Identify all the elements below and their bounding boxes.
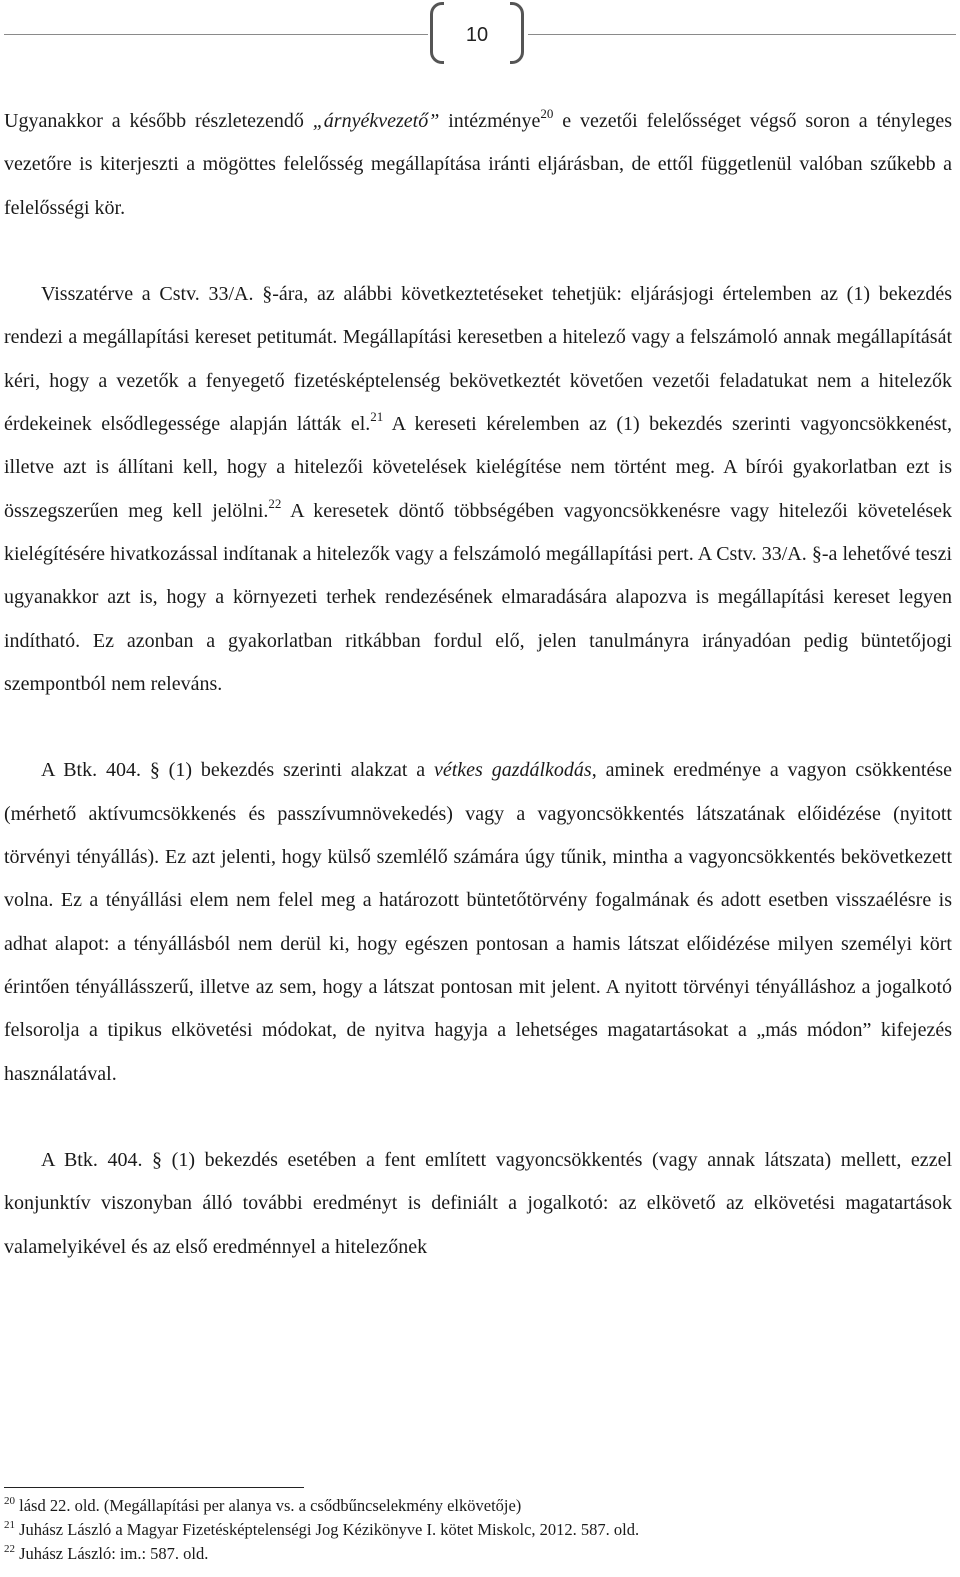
p3-italic-term: vétkes gazdálkodás	[433, 759, 592, 782]
footnote-separator	[4, 1487, 304, 1488]
footnote-22	[4, 1542, 952, 1566]
paragraph-2	[4, 273, 952, 706]
page-number: 10	[465, 23, 489, 46]
header-rule-right	[528, 34, 956, 35]
footnote-20	[4, 1494, 952, 1518]
footnote-number: 20	[4, 1495, 15, 1507]
p3-text-1: A Btk. 404. § (1) bekezdés szerinti alakzat a	[41, 759, 434, 782]
page-header	[0, 0, 960, 70]
p1-text-2: intézménye	[439, 110, 541, 132]
footnotes	[4, 1494, 952, 1566]
p1-text-1: Ugyanakkor a később részletezendő	[4, 110, 313, 132]
p4-text-1: A Btk. 404. § (1) bekezdés esetében a fent említett vagyoncsökkentés (vagy annak látszata) mellett, ezzel konjunktív viszonyban álló további eredményt is definiált a jogalkotó: az elkövető az elkövetési magatartások valamelyikével és az első eredménnyel a hitelezőnek	[4, 1149, 952, 1258]
p2-text-1: Visszatérve a Cstv. 33/A. §-ára, az alábbi következtetéseket tehetjük: eljárásjogi értelemben az (1) bekezdés rendezi a megállapítási kereset petitumát. Megállapítási keresetben a hitelező vagy a felszámoló annak megállapítását kéri, hogy a vezetők a fenyegető fizetésképtelenség bekövetkeztét követően vezetői feladatukat nem a hitelezők érdekeinek elsődlegessége alapján látták el.	[4, 283, 952, 436]
paragraph-1	[4, 100, 952, 230]
document-body	[4, 100, 952, 1269]
footnote-number: 21	[4, 1519, 15, 1531]
footnote-text: lásd 22. old. (Megállapítási per alanya vs. a csődbűncselekmény elkövetője)	[15, 1496, 522, 1515]
footnote-ref-20[interactable]: 20	[540, 106, 554, 121]
header-rule-left	[4, 34, 428, 35]
p1-italic-term: „árnyékvezető”	[312, 110, 440, 132]
p1-text-3: e vezetői felelősséget végső soron a tényleges vezetőre is kiterjeszti a mögöttes felelősség megállapítása iránti eljárásban, de ettől függetlenül valóban szűkebb a felelősségi kör.	[4, 110, 952, 219]
footnote-text: Juhász László: im.: 587. old.	[15, 1544, 209, 1563]
p2-text-3: A keresetek döntő többségében vagyoncsökkenésre vagy hitelezői követelések kielégítésére hivatkozással indítanak a hitelezők vagy a felszámoló megállapítási pert. A Cstv. 33/A. §-a lehetővé teszi ugyanakkor azt is, hogy a környezeti terhek rendezésének elmaradására alapozva is megállapítási kereset legyen indítható. Ez azonban a gyakorlatban ritkábban fordul elő, jelen tanulmányra irányadóan pedig büntetőjogi szempontból nem releváns.	[4, 499, 952, 695]
paragraph-4	[4, 1139, 952, 1269]
p3-text-2: , aminek eredménye a vagyon csökkentése (mérhető aktívumcsökkenés és passzívumnövekedés) vagy a vagyoncsökkentés látszatának előidézése (nyitott törvényi tényállás). Ez azt jelenti, hogy külső szemlélő számára úgy tűnik, mintha a vagyoncsökkentés bekövetkezett volna. Ez a tényállási elem nem felel meg a határozott büntetőtörvény fogalmának és adott esetben visszaélésre is adhat alapot: a tényállásból nem derül ki, hogy egészen pontosan a hamis látszat előidézése milyen személyi kört érintően tényállásszerű, illetve az sem, hogy a látszat pontosan mit jelent. A nyitott törvényi tényálláshoz a jogalkotó felsorolja a tipikus elkövetési módokat, de nyitva hagyja a lehetséges magatartásokat a „más módon” kifejezés használatával.	[4, 759, 952, 1085]
footnote-ref-21[interactable]: 21	[370, 409, 384, 425]
footnote-number: 22	[4, 1543, 15, 1555]
footnote-text: Juhász László a Magyar Fizetésképtelenségi Jog Kézikönyve I. kötet Miskolc, 2012. 587. old.	[15, 1520, 640, 1539]
p2-text-2: A kereseti kérelemben az (1) bekezdés szerinti vagyoncsökkenést, illetve azt is állítani kell, hogy a hitelezői követelések kielégítése nem történt meg. A bírói gyakorlatban ezt is összegszerűen meg kell jelölni.	[4, 413, 952, 522]
footnote-21	[4, 1518, 952, 1542]
paragraph-3	[4, 749, 952, 1095]
footnote-ref-22[interactable]: 22	[268, 495, 282, 511]
